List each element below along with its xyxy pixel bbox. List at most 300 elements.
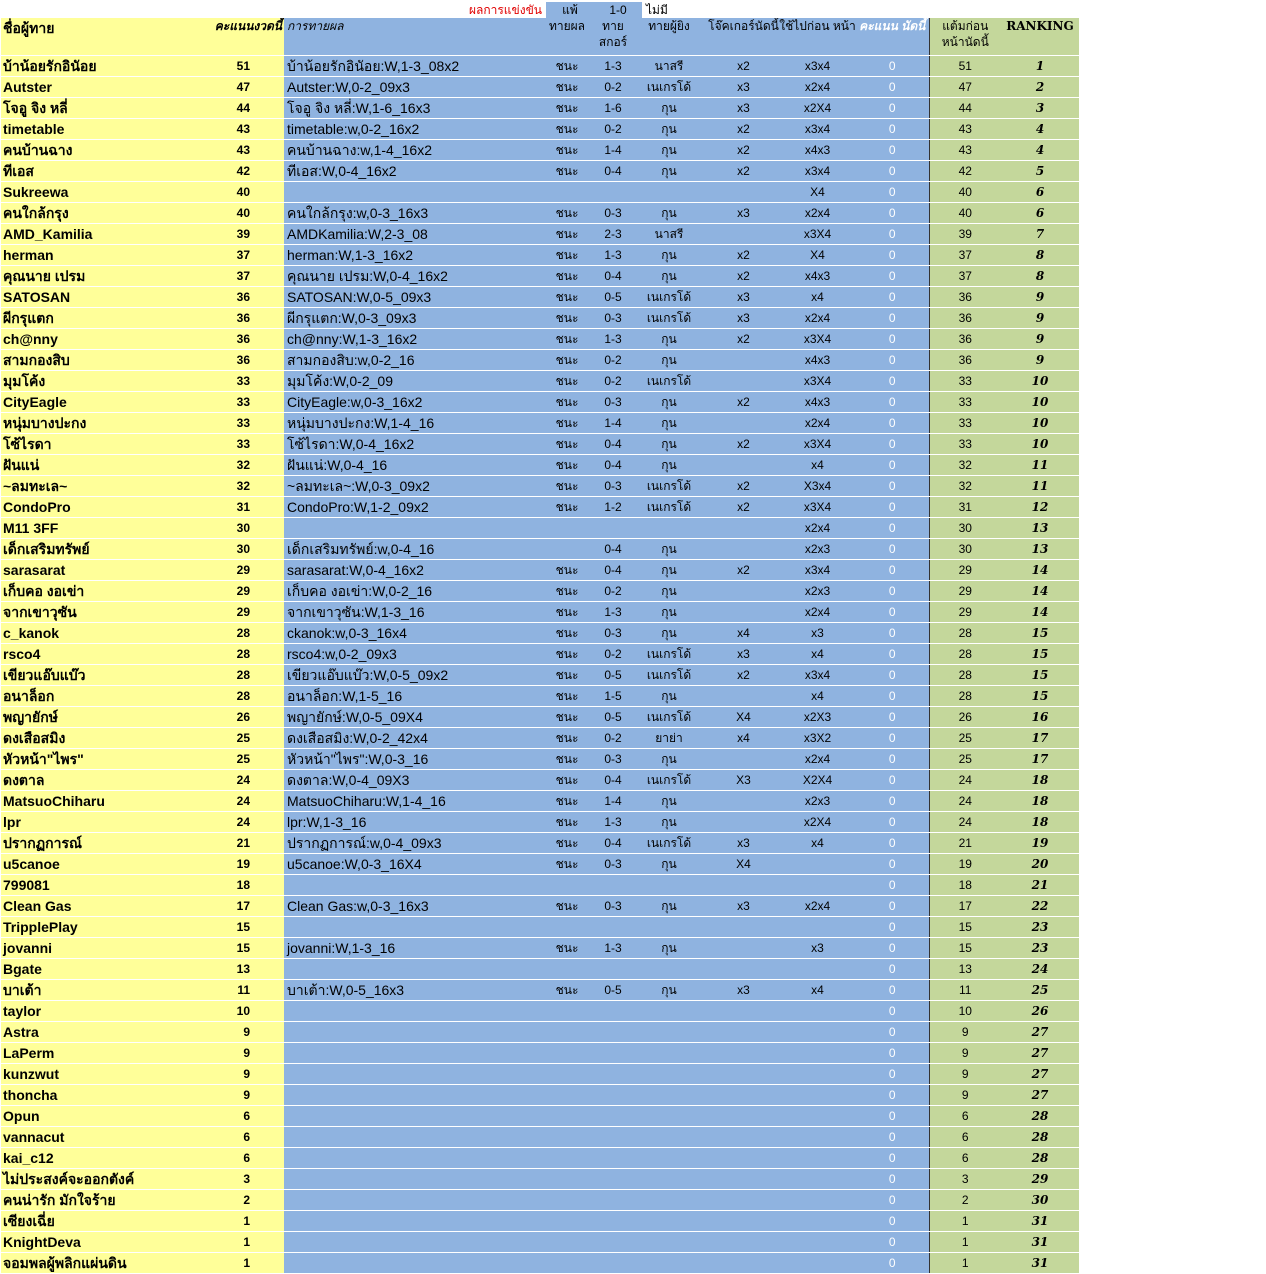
- guess-scorer: กุน: [630, 266, 708, 287]
- table-row: [1, 77, 1079, 98]
- player-name: thoncha: [1, 1085, 201, 1106]
- guess-scorer: ยาย่า: [630, 728, 708, 749]
- player-name: AMD_Kamilia: [1, 224, 201, 245]
- guess-score: 0-3: [596, 476, 630, 497]
- total-score: 44: [201, 98, 284, 119]
- guess-result: ชนะ: [538, 140, 596, 161]
- joker: x2: [708, 476, 779, 497]
- guess-scorer: นาสรี: [630, 224, 708, 245]
- guess-text[interactable]: มุมโค้ง:W,0-2_09: [284, 371, 538, 392]
- ranking: 10: [1001, 392, 1079, 413]
- guess-score: 0-2: [596, 77, 630, 98]
- guess-scorer: กุน: [630, 455, 708, 476]
- used-jokers: [779, 1211, 856, 1232]
- guess-text[interactable]: sarasarat:W,0-4_16x2: [284, 560, 538, 581]
- player-name: CondoPro: [1, 497, 201, 518]
- joker: [708, 1127, 779, 1148]
- table-row: [1, 728, 1079, 749]
- guess-text[interactable]: CityEagle:w,0-3_16x2: [284, 392, 538, 413]
- used-jokers: x2x3: [779, 791, 856, 812]
- guess-result: ชนะ: [538, 203, 596, 224]
- guess-result: [538, 1148, 596, 1169]
- table-row: [1, 56, 1079, 77]
- match-points: 0: [856, 308, 929, 329]
- ranking: 22: [1001, 896, 1079, 917]
- table-row: [1, 1043, 1079, 1064]
- match-points: 0: [856, 854, 929, 875]
- table-row: [1, 560, 1079, 581]
- player-name: herman: [1, 245, 201, 266]
- guess-score: 0-2: [596, 371, 630, 392]
- guess-text[interactable]: [284, 1148, 538, 1169]
- guess-score: [596, 1232, 630, 1253]
- guess-text[interactable]: พญายักษ์:W,0-5_09X4: [284, 707, 538, 728]
- table-row: [1, 224, 1079, 245]
- guess-text[interactable]: [284, 1106, 538, 1127]
- match-points: 0: [856, 665, 929, 686]
- table-row: [1, 245, 1079, 266]
- ranking: 1: [1001, 56, 1079, 77]
- joker: x2: [708, 665, 779, 686]
- guess-text[interactable]: เขียวแอ๊บแบ๊ว:W,0-5_09x2: [284, 665, 538, 686]
- used-jokers: X4: [779, 182, 856, 203]
- table-row: [1, 1232, 1079, 1253]
- table-row: [1, 497, 1079, 518]
- ranking: 8: [1001, 266, 1079, 287]
- guess-score: [596, 1148, 630, 1169]
- joker: x4: [708, 728, 779, 749]
- guess-text[interactable]: [284, 959, 538, 980]
- total-score: 37: [201, 266, 284, 287]
- guess-score: [596, 518, 630, 539]
- guess-text[interactable]: [284, 518, 538, 539]
- guess-scorer: กุน: [630, 392, 708, 413]
- total-score: 36: [201, 329, 284, 350]
- guess-text[interactable]: MatsuoChiharu:W,1-4_16: [284, 791, 538, 812]
- guess-result: ชนะ: [538, 581, 596, 602]
- table-row: [1, 392, 1079, 413]
- match-result-value-2[interactable]: 1-0: [594, 2, 642, 18]
- match-points: 0: [856, 812, 929, 833]
- previous-points: 13: [929, 959, 1001, 980]
- previous-points: 15: [929, 917, 1001, 938]
- used-jokers: [779, 1043, 856, 1064]
- ranking: 20: [1001, 854, 1079, 875]
- player-name: ~ลมทะเล~: [1, 476, 201, 497]
- used-jokers: [779, 1169, 856, 1190]
- total-score: 9: [201, 1043, 284, 1064]
- table-row: [1, 1085, 1079, 1106]
- guess-result: ชนะ: [538, 833, 596, 854]
- previous-points: 11: [929, 980, 1001, 1001]
- match-points: 0: [856, 1064, 929, 1085]
- guess-text[interactable]: [284, 1211, 538, 1232]
- used-jokers: [779, 1001, 856, 1022]
- used-jokers: x2x4: [779, 518, 856, 539]
- joker: x3: [708, 896, 779, 917]
- guess-score: 0-4: [596, 539, 630, 560]
- table-row: [1, 770, 1079, 791]
- previous-points: 51: [929, 56, 1001, 77]
- guess-text[interactable]: ดงตาล:W,0-4_09X3: [284, 770, 538, 791]
- table-row: [1, 98, 1079, 119]
- table-row: [1, 875, 1079, 896]
- used-jokers: x2x4: [779, 413, 856, 434]
- player-name: Sukreewa: [1, 182, 201, 203]
- player-name: อนาล็อก: [1, 686, 201, 707]
- header-result: ทายผล: [538, 18, 596, 56]
- table-row: [1, 833, 1079, 854]
- match-points: 0: [856, 455, 929, 476]
- previous-points: 18: [929, 875, 1001, 896]
- ranking: 17: [1001, 749, 1079, 770]
- guess-text[interactable]: อนาล็อก:W,1-5_16: [284, 686, 538, 707]
- table-row: [1, 917, 1079, 938]
- match-points: 0: [856, 896, 929, 917]
- player-name: jovanni: [1, 938, 201, 959]
- table-row: [1, 308, 1079, 329]
- guess-scorer: กุน: [630, 938, 708, 959]
- ranking: 29: [1001, 1169, 1079, 1190]
- guess-scorer: เนเกรโด้: [630, 707, 708, 728]
- guess-scorer: [630, 1085, 708, 1106]
- player-name: ปรากฏการณ์: [1, 833, 201, 854]
- table-row: [1, 602, 1079, 623]
- guess-text[interactable]: เด็กเสริมทรัพย์:w,0-4_16: [284, 539, 538, 560]
- match-result-value-3[interactable]: ไม่มี: [646, 3, 668, 17]
- player-name: Clean Gas: [1, 896, 201, 917]
- ranking: 27: [1001, 1022, 1079, 1043]
- previous-points: 33: [929, 413, 1001, 434]
- player-name: ดงเสือสมิง: [1, 728, 201, 749]
- table-row: [1, 623, 1079, 644]
- guess-text[interactable]: Autster:W,0-2_09x3: [284, 77, 538, 98]
- player-name: เซียงเฉี่ย: [1, 1211, 201, 1232]
- header-row: [1, 18, 1079, 56]
- ranking: 12: [1001, 497, 1079, 518]
- used-jokers: x3: [779, 623, 856, 644]
- total-score: 24: [201, 812, 284, 833]
- joker: [708, 1148, 779, 1169]
- guess-text[interactable]: [284, 1253, 538, 1274]
- table-row: [1, 455, 1079, 476]
- table-row: [1, 476, 1079, 497]
- guess-text[interactable]: โซ้ไรดา:W,0-4_16x2: [284, 434, 538, 455]
- joker: [708, 812, 779, 833]
- joker: [708, 1001, 779, 1022]
- match-points: 0: [856, 1106, 929, 1127]
- guess-text[interactable]: หนุ่มบางปะกง:W,1-4_16: [284, 413, 538, 434]
- guess-text[interactable]: CondoPro:W,1-2_09x2: [284, 497, 538, 518]
- player-name: ch@nny: [1, 329, 201, 350]
- match-result-value-1[interactable]: แพ้: [546, 2, 594, 18]
- used-jokers: X3x4: [779, 476, 856, 497]
- player-name: หัวหน้า"ไพร": [1, 749, 201, 770]
- joker: x2: [708, 245, 779, 266]
- player-name: บ้าน้อยรักอินัอย: [1, 56, 201, 77]
- used-jokers: x2x4: [779, 203, 856, 224]
- match-points: 0: [856, 602, 929, 623]
- guess-score: 1-3: [596, 56, 630, 77]
- previous-points: 24: [929, 791, 1001, 812]
- joker: x2: [708, 266, 779, 287]
- guess-scorer: [630, 1169, 708, 1190]
- guess-text[interactable]: เก็บคอ งอเข่า:W,0-2_16: [284, 581, 538, 602]
- header-guess: การทายผล: [284, 18, 538, 56]
- player-name: timetable: [1, 119, 201, 140]
- match-points: 0: [856, 1043, 929, 1064]
- guess-text[interactable]: ปรากฏการณ์:w,0-4_09x3: [284, 833, 538, 854]
- player-name: คนใกล้กรุง: [1, 203, 201, 224]
- player-name: SATOSAN: [1, 287, 201, 308]
- used-jokers: [779, 1085, 856, 1106]
- guess-scorer: กุน: [630, 560, 708, 581]
- table-row: [1, 182, 1079, 203]
- total-score: 3: [201, 1169, 284, 1190]
- guess-text[interactable]: โจอู จิง หลี่:W,1-6_16x3: [284, 98, 538, 119]
- previous-points: 6: [929, 1127, 1001, 1148]
- previous-points: 6: [929, 1148, 1001, 1169]
- guess-text[interactable]: [284, 1001, 538, 1022]
- total-score: 15: [201, 917, 284, 938]
- table-row: [1, 1190, 1079, 1211]
- joker: x3: [708, 980, 779, 1001]
- guess-text[interactable]: [284, 1064, 538, 1085]
- guess-score: 1-4: [596, 140, 630, 161]
- guess-score: 0-4: [596, 434, 630, 455]
- guess-result: [538, 1232, 596, 1253]
- guess-text[interactable]: ดงเสือสมิง:W,0-2_42x4: [284, 728, 538, 749]
- total-score: 15: [201, 938, 284, 959]
- match-points: 0: [856, 938, 929, 959]
- guess-text[interactable]: SATOSAN:W,0-5_09x3: [284, 287, 538, 308]
- player-name: Opun: [1, 1106, 201, 1127]
- guess-text[interactable]: หัวหน้า"ไพร":W,0-3_16: [284, 749, 538, 770]
- guess-scorer: กุน: [630, 119, 708, 140]
- leaderboard-table: [1, 18, 1079, 1274]
- used-jokers: x4: [779, 833, 856, 854]
- match-points: 0: [856, 959, 929, 980]
- joker: x2: [708, 56, 779, 77]
- guess-text[interactable]: [284, 917, 538, 938]
- ranking: 9: [1001, 308, 1079, 329]
- previous-points: 9: [929, 1022, 1001, 1043]
- guess-score: [596, 1190, 630, 1211]
- ranking: 25: [1001, 980, 1079, 1001]
- joker: [708, 1064, 779, 1085]
- ranking: 4: [1001, 140, 1079, 161]
- total-score: 18: [201, 875, 284, 896]
- player-name: MatsuoChiharu: [1, 791, 201, 812]
- guess-score: [596, 1001, 630, 1022]
- guess-text[interactable]: herman:W,1-3_16x2: [284, 245, 538, 266]
- used-jokers: [779, 1148, 856, 1169]
- ranking: 10: [1001, 413, 1079, 434]
- joker: [708, 1022, 779, 1043]
- previous-points: 28: [929, 686, 1001, 707]
- guess-result: ชนะ: [538, 938, 596, 959]
- guess-text[interactable]: ch@nny:W,1-3_16x2: [284, 329, 538, 350]
- table-row: [1, 1022, 1079, 1043]
- total-score: 36: [201, 308, 284, 329]
- used-jokers: x4x3: [779, 392, 856, 413]
- player-name: Astra: [1, 1022, 201, 1043]
- previous-points: 29: [929, 602, 1001, 623]
- guess-text[interactable]: ckanok:w,0-3_16x4: [284, 623, 538, 644]
- guess-scorer: กุน: [630, 140, 708, 161]
- joker: [708, 455, 779, 476]
- used-jokers: X2X4: [779, 770, 856, 791]
- used-jokers: x3x4: [779, 119, 856, 140]
- guess-text[interactable]: จากเขาวุซัน:W,1-3_16: [284, 602, 538, 623]
- joker: [708, 1169, 779, 1190]
- guess-score: 0-2: [596, 119, 630, 140]
- joker: x3: [708, 644, 779, 665]
- guess-text[interactable]: คนบ้านฉาง:w,1-4_16x2: [284, 140, 538, 161]
- ranking: 9: [1001, 287, 1079, 308]
- header-prev: แต้มก่อน หน้านัดนี้: [929, 18, 1001, 56]
- guess-scorer: เนเกรโด้: [630, 770, 708, 791]
- table-row: [1, 644, 1079, 665]
- player-name: บาเต้า: [1, 980, 201, 1001]
- guess-text[interactable]: สามกองสิบ:w,0-2_16: [284, 350, 538, 371]
- guess-result: [538, 1064, 596, 1085]
- ranking: 31: [1001, 1253, 1079, 1274]
- guess-text[interactable]: [284, 1043, 538, 1064]
- previous-points: 6: [929, 1106, 1001, 1127]
- guess-text[interactable]: rsco4:w,0-2_09x3: [284, 644, 538, 665]
- guess-scorer: [630, 1127, 708, 1148]
- guess-scorer: [630, 1211, 708, 1232]
- ranking: 11: [1001, 455, 1079, 476]
- table-row: [1, 896, 1079, 917]
- guess-text[interactable]: jovanni:W,1-3_16: [284, 938, 538, 959]
- total-score: 13: [201, 959, 284, 980]
- guess-text[interactable]: [284, 1169, 538, 1190]
- ranking: 13: [1001, 518, 1079, 539]
- guess-text[interactable]: timetable:w,0-2_16x2: [284, 119, 538, 140]
- match-points: 0: [856, 749, 929, 770]
- guess-text[interactable]: lpr:W,1-3_16: [284, 812, 538, 833]
- match-points: 0: [856, 1001, 929, 1022]
- joker: x2: [708, 434, 779, 455]
- match-points: 0: [856, 1190, 929, 1211]
- table-row: [1, 1253, 1079, 1274]
- guess-text[interactable]: AMDKamilia:W,2-3_08: [284, 224, 538, 245]
- header-score-today: คะแนนงวดนี้: [201, 18, 284, 56]
- guess-score: [596, 1253, 630, 1274]
- joker: [708, 602, 779, 623]
- joker: x3: [708, 77, 779, 98]
- total-score: 39: [201, 224, 284, 245]
- match-points: 0: [856, 623, 929, 644]
- total-score: 31: [201, 497, 284, 518]
- guess-scorer: [630, 1043, 708, 1064]
- guess-text[interactable]: บาเต้า:W,0-5_16x3: [284, 980, 538, 1001]
- match-points: 0: [856, 707, 929, 728]
- joker: [708, 1232, 779, 1253]
- ranking: 14: [1001, 560, 1079, 581]
- match-points: 0: [856, 224, 929, 245]
- ranking: 10: [1001, 371, 1079, 392]
- guess-text[interactable]: ~ลมทะเล~:W,0-3_09x2: [284, 476, 538, 497]
- table-row: [1, 791, 1079, 812]
- match-result-label: ผลการแข่งขัน: [468, 3, 542, 17]
- guess-text[interactable]: ฝันแน่:W,0-4_16: [284, 455, 538, 476]
- total-score: 29: [201, 602, 284, 623]
- guess-text[interactable]: [284, 875, 538, 896]
- total-score: 40: [201, 182, 284, 203]
- guess-result: ชนะ: [538, 560, 596, 581]
- ranking: 28: [1001, 1127, 1079, 1148]
- match-points: 0: [856, 1022, 929, 1043]
- guess-text[interactable]: [284, 182, 538, 203]
- player-name: TripplePlay: [1, 917, 201, 938]
- guess-scorer: กุน: [630, 203, 708, 224]
- guess-result: [538, 1043, 596, 1064]
- guess-text[interactable]: Clean Gas:w,0-3_16x3: [284, 896, 538, 917]
- match-points: 0: [856, 770, 929, 791]
- table-row: [1, 980, 1079, 1001]
- total-score: 6: [201, 1106, 284, 1127]
- previous-points: 28: [929, 644, 1001, 665]
- guess-text[interactable]: บ้าน้อยรักอินัอย:W,1-3_08x2: [284, 56, 538, 77]
- guess-text[interactable]: คุณนาย เปรม:W,0-4_16x2: [284, 266, 538, 287]
- ranking: 21: [1001, 875, 1079, 896]
- guess-score: [596, 1106, 630, 1127]
- guess-text[interactable]: [284, 1085, 538, 1106]
- total-score: 29: [201, 560, 284, 581]
- previous-points: 28: [929, 665, 1001, 686]
- guess-score: 0-3: [596, 623, 630, 644]
- guess-score: [596, 959, 630, 980]
- guess-scorer: กุน: [630, 350, 708, 371]
- joker: x4: [708, 623, 779, 644]
- player-name: จากเขาวุซัน: [1, 602, 201, 623]
- guess-text[interactable]: คนใกล้กรุง:w,0-3_16x3: [284, 203, 538, 224]
- table-row: [1, 203, 1079, 224]
- used-jokers: x3X4: [779, 434, 856, 455]
- guess-scorer: [630, 1253, 708, 1274]
- table-row: [1, 959, 1079, 980]
- player-name: Autster: [1, 77, 201, 98]
- table-row: [1, 1001, 1079, 1022]
- guess-text[interactable]: ทีเอส:W,0-4_16x2: [284, 161, 538, 182]
- guess-text[interactable]: [284, 1190, 538, 1211]
- previous-points: 43: [929, 119, 1001, 140]
- guess-text[interactable]: [284, 1127, 538, 1148]
- guess-result: [538, 1022, 596, 1043]
- joker: X3: [708, 770, 779, 791]
- guess-score: 0-2: [596, 728, 630, 749]
- joker: x2: [708, 329, 779, 350]
- guess-text[interactable]: ผีกรุแตก:W,0-3_09x3: [284, 308, 538, 329]
- total-score: 9: [201, 1085, 284, 1106]
- used-jokers: [779, 959, 856, 980]
- match-points: 0: [856, 413, 929, 434]
- guess-text[interactable]: [284, 1022, 538, 1043]
- total-score: 43: [201, 119, 284, 140]
- guess-scorer: เนเกรโด้: [630, 665, 708, 686]
- previous-points: 39: [929, 224, 1001, 245]
- guess-text[interactable]: u5canoe:W,0-3_16X4: [284, 854, 538, 875]
- previous-points: 9: [929, 1064, 1001, 1085]
- guess-result: ชนะ: [538, 413, 596, 434]
- player-name: โซ้ไรดา: [1, 434, 201, 455]
- guess-result: ชนะ: [538, 161, 596, 182]
- match-points: 0: [856, 182, 929, 203]
- guess-text[interactable]: [284, 1232, 538, 1253]
